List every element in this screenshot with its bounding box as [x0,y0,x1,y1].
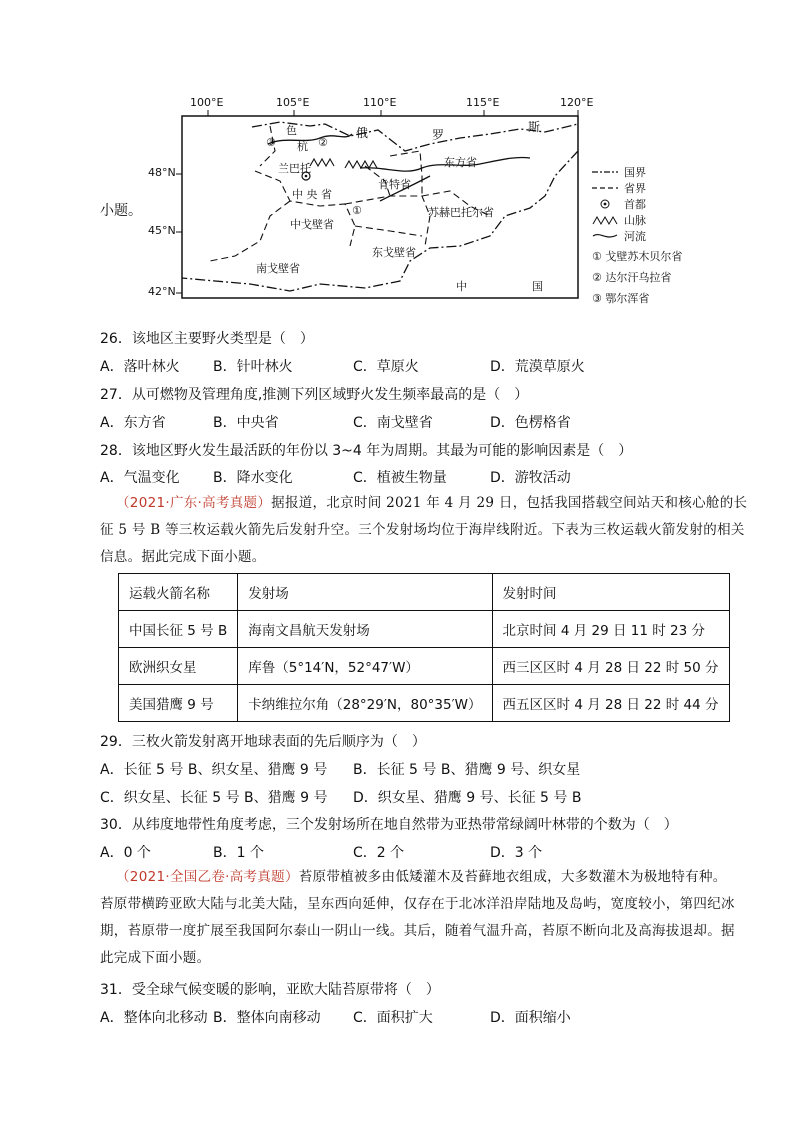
lat-label-45: 45°N [148,224,176,237]
source-tag: （2021·广东·高考真题） [116,495,272,511]
option: C．植被生物量 [353,470,447,486]
question-stem: 29．三枚火箭发射离开地球表面的先后顺序为（ ） [100,734,426,750]
question-stem: 31．受全球气候变暖的影响，亚欧大陆苔原带将（ ） [100,982,440,998]
option: A．整体向北移动 [100,1010,208,1026]
lat-label-42: 42°N [148,285,176,298]
region-label: 中 [456,280,467,293]
table-header: 发射时间 [492,574,729,611]
region-label: 斯 [528,120,541,134]
table-row [119,685,730,722]
lon-label-115: 115°E [466,96,500,109]
table-row [119,611,730,648]
option: C．织女星、长征 5 号 B、猎鹰 9 号 [100,790,328,806]
option: C．2 个 [353,845,405,861]
region-label: 中 央 省 [292,188,332,201]
region-label: 罗 [432,128,445,142]
intro-tail: 小题。 [100,203,142,219]
lon-label-110: 110°E [363,96,397,109]
option: A．落叶林火 [100,359,180,375]
lon-label-100: 100°E [190,96,224,109]
option: B．长征 5 号 B、猎鹰 9 号、织女星 [353,762,581,778]
region-label: 俄 [356,126,369,140]
question-stem: 28．该地区野火发生最活跃的年份以 3~4 年为周期。其最为可能的影响因素是（ ） [100,443,633,459]
table-header: 运载火箭名称 [119,574,238,611]
passage-text: 苔原带横跨亚欧大陆与北美大陆，呈东西向延伸，仅存在于北冰洋沿岸陆地及岛屿，宽度较小，第四纪冰 [100,896,735,912]
table-row [119,648,730,685]
map-figure [148,96,650,311]
passage-text: 据报道，北京时间 2021 年 4 月 29 日，包括我国搭载空间站天和核心舱的长 [271,495,748,511]
region-label: 国 [532,280,543,293]
region-label: ③ [266,136,276,149]
table-cell: 美国猎鹰 9 号 [119,685,238,722]
region-label: 南戈壁省 [256,262,300,275]
rocket-table [118,573,730,722]
passage-text: 此完成下面小题。 [100,950,211,966]
passage-text: 征 5 号 B 等三枚运载火箭先后发射升空。三个发射场均位于海岸线附近。下表为三枚运载火箭发射的相关 [100,522,745,538]
table-header-row [119,574,730,611]
passage-text: 信息。据此完成下面小题。 [100,549,266,565]
option: B．整体向南移动 [213,1010,321,1026]
option: A．长征 5 号 B、织女星、猎鹰 9 号 [100,762,328,778]
table-cell: 中国长征 5 号 B [119,611,238,648]
option: D．面积缩小 [490,1010,571,1026]
region-label: ② [318,136,328,149]
question-stem: 27．从可燃物及管理角度,推测下列区域野火发生频率最高的是（ ） [100,387,529,403]
option: A．气温变化 [100,470,180,486]
option: D．色楞格省 [490,415,571,431]
region-label: 色 [286,124,297,137]
legend-note: ① 戈壁苏木贝尔省 [592,250,683,263]
lon-label-120: 120°E [560,96,594,109]
option: C．草原火 [353,359,419,375]
table-cell: 卡纳维拉尔角（28°29′N，80°35′W） [238,685,492,722]
table-cell: 北京时间 4 月 29 日 11 时 23 分 [492,611,729,648]
option: C．南戈壁省 [353,415,433,431]
option: C．面积扩大 [353,1010,433,1026]
region-label: 杭 [297,140,308,153]
table-cell: 海南文昌航天发射场 [238,611,492,648]
option: D．织女星、猎鹰 9 号、长征 5 号 B [353,790,582,806]
lon-label-105: 105°E [276,96,310,109]
region-label: 兰巴托 [278,162,311,175]
table-cell: 欧洲织女星 [119,648,238,685]
mongolia-map [160,96,650,311]
legend-item: 山脉 [592,212,712,228]
table-header: 发射场 [238,574,492,611]
passage-text: 期，苔原带一度扩展至我国阿尔泰山一阴山一线。其后，随着气温升高，苔原不断向北及高海拔退却。据 [100,923,735,939]
region-label: 苏赫巴托尔省 [428,206,494,219]
option: B．1 个 [213,845,264,861]
lat-label-48: 48°N [148,166,176,179]
region-label: 东戈壁省 [372,246,416,259]
table-cell: 西三区区时 4 月 28 日 22 时 50 分 [492,648,729,685]
passage-2 [100,490,748,571]
passage-3 [100,864,735,972]
option: B．降水变化 [213,470,293,486]
source-tag: （2021·全国乙卷·高考真题） [116,869,299,885]
legend-item: 省界 [624,182,646,195]
region-label: 肯特省 [378,178,411,191]
legend-note: ③ 鄂尔浑省 [592,292,650,305]
legend-note: ② 达尔汗乌拉省 [592,271,672,284]
question-stem: 26．该地区主要野火类型是（ ） [100,331,314,347]
region-label: ① [352,204,362,217]
option: A．0 个 [100,845,151,861]
table-cell: 库鲁（5°14′N，52°47′W） [238,648,492,685]
legend-item: 河流 [592,228,712,246]
passage-text: 苔原带植被多由低矮灌木及苔藓地衣组成，大多数灌木为极地特有种。 [298,869,727,885]
legend-item: 国界 [624,166,646,179]
question-stem: 30．从纬度地带性角度考虑，三个发射场所在地自然带为亚热带常绿阔叶林带的个数为（ ） [100,817,678,833]
option: D．荒漠草原火 [490,359,585,375]
region-label: 中戈壁省 [290,218,334,231]
option: B．针叶林火 [213,359,293,375]
option: A．东方省 [100,415,166,431]
option: D．游牧活动 [490,470,571,486]
table-cell: 西五区区时 4 月 28 日 22 时 44 分 [492,685,729,722]
option: D．3 个 [490,845,543,861]
legend-item: 首都 [592,196,712,212]
map-legend [592,164,712,309]
region-label: 东方省 [444,156,477,169]
option: B．中央省 [213,415,279,431]
